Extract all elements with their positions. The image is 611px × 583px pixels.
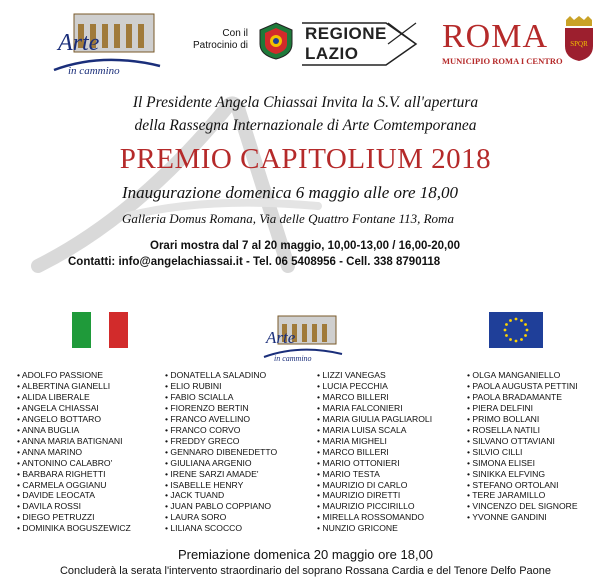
patrocinio-line2: Patrocinio di bbox=[192, 40, 248, 51]
artist-name: • OLGA MANGANIELLO bbox=[467, 370, 578, 381]
eu-star-icon bbox=[524, 323, 527, 326]
artist-name: • LUCIA PECCHIA bbox=[317, 381, 432, 392]
eu-star-icon bbox=[526, 329, 529, 332]
artist-name: • ELIO RUBINI bbox=[165, 381, 277, 392]
patrocinio-label bbox=[188, 28, 248, 52]
contact-info: Contatti: info@angelachiassai.it - Tel. 06 5408956 - Cell. 338 8790118 bbox=[68, 256, 441, 268]
inauguration-date: Inaugurazione domenica 6 maggio alle ore 18,00 bbox=[122, 183, 459, 202]
artist-name: • DIEGO PETRUZZI bbox=[17, 512, 131, 523]
artist-name: • SILVANO OTTAVIANI bbox=[467, 436, 578, 447]
artist-name: • JUAN PABLO COPPIANO bbox=[165, 501, 277, 512]
artist-name: • DOMINIKA BOGUSZEWICZ bbox=[17, 523, 131, 534]
artist-name: • MAURIZIO PICCIRILLO bbox=[317, 501, 432, 512]
artist-name: • YVONNE GANDINI bbox=[467, 512, 578, 523]
artist-name: • MARIO OTTONIERI bbox=[317, 458, 432, 469]
artist-name: • PAOLA BRADAMANTE bbox=[467, 392, 578, 403]
artist-name: • ALIDA LIBERALE bbox=[17, 392, 131, 403]
regione-line2: LAZIO bbox=[305, 44, 359, 63]
artist-name: • DAVILA ROSSI bbox=[17, 501, 131, 512]
artist-list-column-2 bbox=[165, 370, 277, 534]
patrocinio-line1: Con il bbox=[222, 28, 248, 39]
invitation-line1: Il Presidente Angela Chiassai Invita la S.V. all'apertura bbox=[132, 94, 479, 111]
eu-star-icon bbox=[515, 340, 518, 343]
artist-name: • MAURIZIO DIRETTI bbox=[317, 490, 432, 501]
regione-lazio-text bbox=[305, 24, 387, 64]
artist-name: • FIORENZO BERTIN bbox=[165, 403, 277, 414]
eu-star-icon bbox=[524, 334, 527, 337]
closing-performance-info: Concluderà la serata l'intervento straordinario del soprano Rossana Cardia e del Tenore Delfo Paone bbox=[59, 565, 552, 577]
artist-name: • GENNARO DIBENEDETTO bbox=[165, 447, 277, 458]
artist-name: • JACK TUAND bbox=[165, 490, 277, 501]
artist-name: • LIZZI VANEGAS bbox=[317, 370, 432, 381]
artist-name: • LILIANA SCOCCO bbox=[165, 523, 277, 534]
event-title: PREMIO CAPITOLIUM 2018 bbox=[119, 143, 492, 175]
artist-list-column-1 bbox=[17, 370, 131, 534]
artist-name: • FREDDY GRECO bbox=[165, 436, 277, 447]
artist-name: • MARCO BILLERI bbox=[317, 392, 432, 403]
artist-name: • BARBARA RIGHETTI bbox=[17, 469, 131, 480]
artist-name: • SILVIO CILLI bbox=[467, 447, 578, 458]
eu-star-icon bbox=[505, 334, 508, 337]
artist-list-column-4 bbox=[467, 370, 578, 523]
artist-name: • IRENE SARZI AMADE' bbox=[165, 469, 277, 480]
artist-name: • ANNA MARIA BATIGNANI bbox=[17, 436, 131, 447]
artist-name: • FABIO SCIALLA bbox=[165, 392, 277, 403]
artist-name: • ANGELA CHIASSAI bbox=[17, 403, 131, 414]
regione-line1: REGIONE bbox=[305, 24, 387, 43]
artist-name: • PIERA DELFINI bbox=[467, 403, 578, 414]
roma-subtitle: MUNICIPIO ROMA I CENTRO bbox=[442, 56, 563, 66]
artist-name: • NUNZIO GRICONE bbox=[317, 523, 432, 534]
artist-name: • DAVIDE LEOCATA bbox=[17, 490, 131, 501]
logo-small-text-arte: Arte bbox=[266, 328, 296, 347]
arte-in-cammino-logo bbox=[52, 8, 164, 80]
eu-star-icon bbox=[509, 319, 512, 322]
eu-star-icon bbox=[505, 323, 508, 326]
artist-name: • MAURIZIO DI CARLO bbox=[317, 480, 432, 491]
artist-name: • STEFANO ORTOLANI bbox=[467, 480, 578, 491]
roma-title: ROMA bbox=[442, 18, 549, 55]
italy-flag-icon bbox=[72, 312, 128, 348]
eu-star-icon bbox=[520, 319, 523, 322]
artist-name: • ADOLFO PASSIONE bbox=[17, 370, 131, 381]
eu-star-icon bbox=[504, 329, 507, 332]
logo-small-text-cammino: in cammino bbox=[274, 354, 312, 363]
exhibition-hours: Orari mostra dal 7 al 20 maggio, 10,00-13,00 / 16,00-20,00 bbox=[150, 240, 461, 252]
invitation-line2: della Rassegna Internazionale di Arte Comtemporanea bbox=[134, 117, 477, 134]
artist-name: • MARIA LUISA SCALA bbox=[317, 425, 432, 436]
eu-star-icon bbox=[520, 338, 523, 341]
eu-star-icon bbox=[515, 318, 518, 321]
logo-text-cammino: in cammino bbox=[68, 65, 120, 77]
artist-name: • ROSELLA NATILI bbox=[467, 425, 578, 436]
artist-list-column-3 bbox=[317, 370, 432, 534]
eu-flag-icon bbox=[489, 312, 543, 348]
award-ceremony-info: Premiazione domenica 20 maggio ore 18,00 bbox=[177, 547, 434, 562]
arte-in-cammino-logo-small bbox=[262, 312, 344, 364]
artist-name: • GIULIANA ARGENIO bbox=[165, 458, 277, 469]
artist-name: • PRIMO BOLLANI bbox=[467, 414, 578, 425]
logo-text-arte: Arte bbox=[58, 30, 100, 56]
svg-text:SPQR: SPQR bbox=[570, 40, 588, 48]
artist-name: • CARMELA OGGIANU bbox=[17, 480, 131, 491]
artist-name: • ANNA BUGLIA bbox=[17, 425, 131, 436]
artist-name: • FRANCO AVELLINO bbox=[165, 414, 277, 425]
artist-name: • TERE JARAMILLO bbox=[467, 490, 578, 501]
eu-star-icon bbox=[509, 338, 512, 341]
artist-name: • MARCO BILLERI bbox=[317, 447, 432, 458]
artist-name: • MARIA MIGHELI bbox=[317, 436, 432, 447]
artist-name: • MARIA FALCONIERI bbox=[317, 403, 432, 414]
artist-name: • SIMONA ELISEI bbox=[467, 458, 578, 469]
artist-name: • VINCENZO DEL SIGNORE bbox=[467, 501, 578, 512]
artist-name: • ANTONINO CALABRO' bbox=[17, 458, 131, 469]
artist-name: • ANNA MARINO bbox=[17, 447, 131, 458]
artist-name: • SINIKKA ELFVING bbox=[467, 469, 578, 480]
regione-lazio-emblem bbox=[258, 22, 294, 60]
artist-name: • ALBERTINA GIANELLI bbox=[17, 381, 131, 392]
artist-name: • MARIO TESTA bbox=[317, 469, 432, 480]
venue-address: Galleria Domus Romana, Via delle Quattro Fontane 113, Roma bbox=[122, 211, 454, 226]
artist-name: • LAURA SORO bbox=[165, 512, 277, 523]
roma-crest-icon bbox=[562, 16, 596, 62]
artist-name: • MIRELLA ROSSOMANDO bbox=[317, 512, 432, 523]
artist-name: • DONATELLA SALADINO bbox=[165, 370, 277, 381]
artist-name: • FRANCO CORVO bbox=[165, 425, 277, 436]
artist-name: • PAOLA AUGUSTA PETTINI bbox=[467, 381, 578, 392]
artist-name: • ISABELLE HENRY bbox=[165, 480, 277, 491]
artist-name: • MARIA GIULIA PAGLIAROLI bbox=[317, 414, 432, 425]
artist-name: • ANGELO BOTTARO bbox=[17, 414, 131, 425]
